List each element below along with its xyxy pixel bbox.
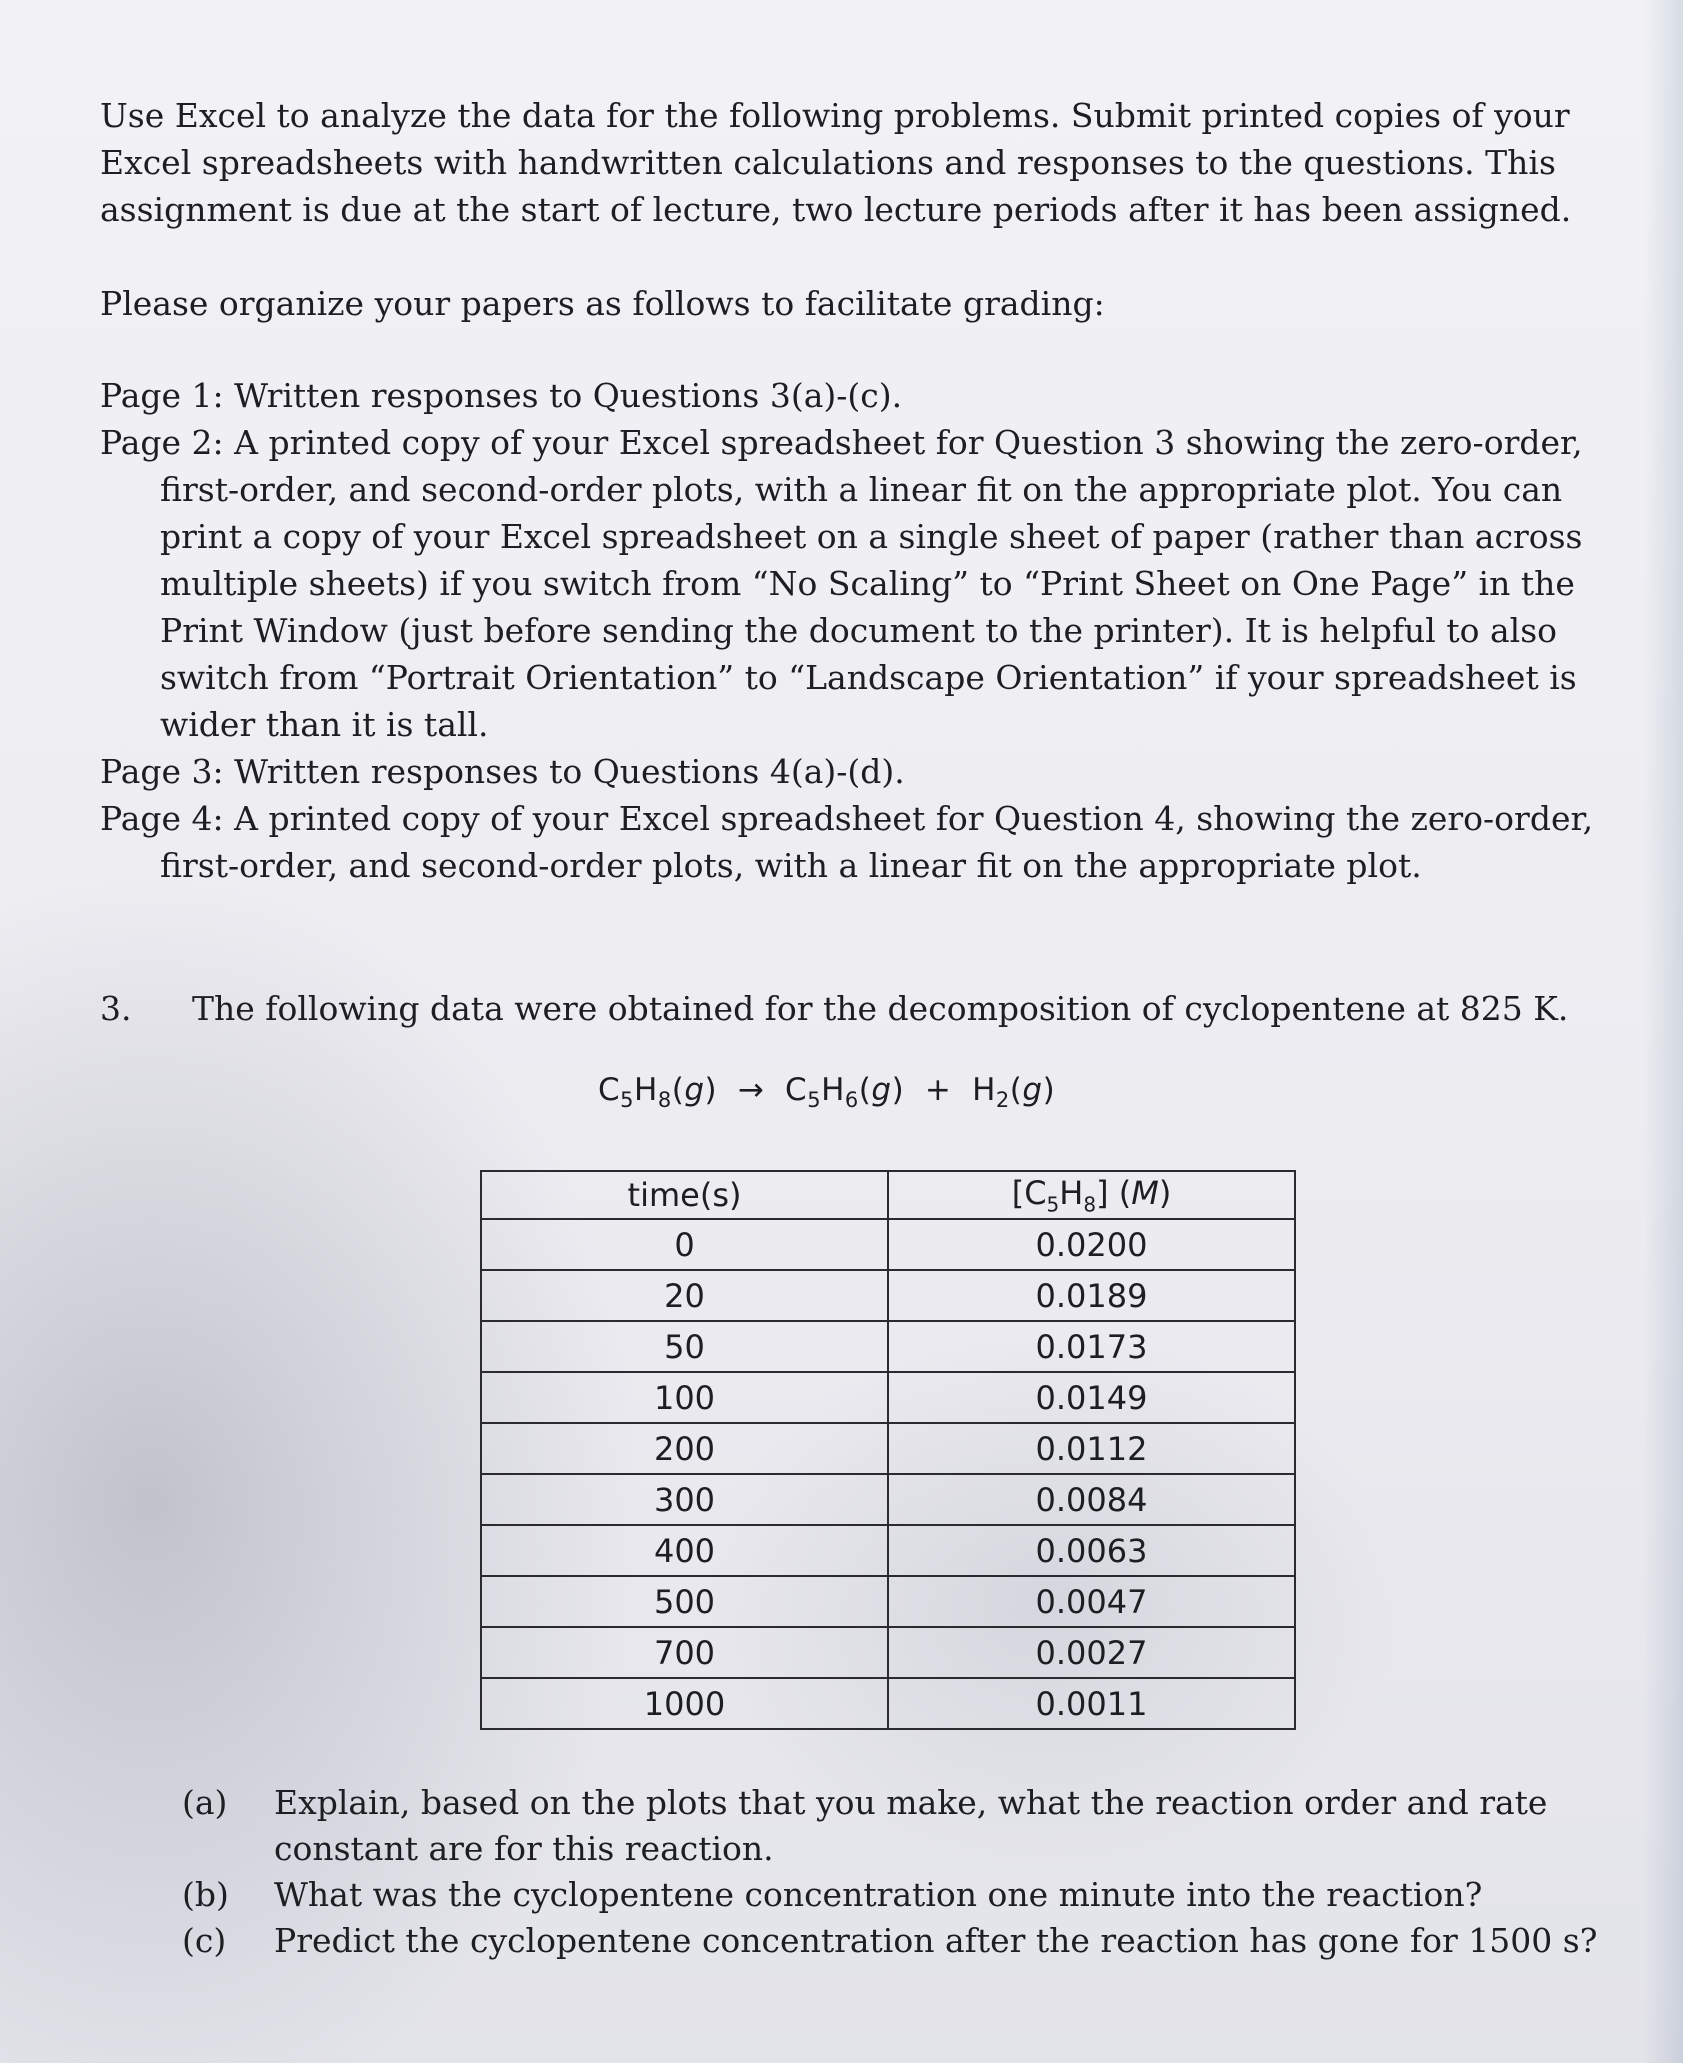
table-row [481,1372,1295,1423]
table-row [481,1219,1295,1270]
page-1-item: Page 1: Written responses to Questions 3(a)-(c). [100,376,903,415]
time-cell: 1000 [481,1678,888,1729]
subquestion-a [182,1780,1602,1872]
product-2-formula: $H_2(g)$ [972,1072,1056,1113]
concentration-cell: 0.0084 [888,1474,1295,1525]
concentration-cell: 0.0011 [888,1678,1295,1729]
intro-paragraph: Use Excel to analyze the data for the following problems. Submit printed copies of your Excel spreadsheets with handwritten calculations and responses to the questions. This assignment is due at the start of lecture, two lecture periods after it has been assigned. [100,96,1572,229]
concentration-cell: 0.0112 [888,1423,1295,1474]
subquestion-letter: (a) [182,1783,228,1822]
organize-instruction: Please organize your papers as follows to facilitate grading: [100,284,1105,323]
question-3-prompt [100,985,1600,1032]
subquestion-b [182,1872,1602,1918]
concentration-cell: 0.0063 [888,1525,1295,1576]
page-3-item: Page 3: Written responses to Questions 4(a)-(d). [100,752,905,791]
table-header-row [481,1171,1295,1219]
subquestion-text: What was the cyclopentene concentration one minute into the reaction? [274,1875,1483,1914]
table-row [481,1627,1295,1678]
question-3-subquestions [182,1780,1602,1964]
time-cell: 400 [481,1525,888,1576]
time-cell: 500 [481,1576,888,1627]
question-number: 3. [100,989,132,1028]
product-1-formula: $C_5H_6(g)$ [785,1072,905,1113]
subquestion-letter: (c) [182,1921,227,1960]
table-row [481,1525,1295,1576]
table-row [481,1474,1295,1525]
subquestion-text: Explain, based on the plots that you make, what the reaction order and rate constant are for this reaction. [274,1783,1548,1868]
concentration-cell: 0.0149 [888,1372,1295,1423]
time-cell: 20 [481,1270,888,1321]
subquestion-c [182,1918,1602,1964]
page-2-item: Page 2: A printed copy of your Excel spreadsheet for Question 3 showing the zero-order, first-order, and second-order plots, with a linear fit on the appropriate plot. You can print a copy of your Excel spreadsheet on a single sheet of paper (rather than across multiple sheets) if you switch from “No Scaling” to “Print Sheet on One Page” in the Print Window (just before sending the document to the printer). It is helpful to also switch from “Portrait Orientation” to “Landscape Orientation” if your spreadsheet is wider than it is tall. [100,423,1583,744]
page-4-item: Page 4: A printed copy of your Excel spreadsheet for Question 4, showing the zero-order, first-order, and second-order plots, with a linear fit on the appropriate plot. [100,799,1594,885]
table-row [481,1576,1295,1627]
time-cell: 50 [481,1321,888,1372]
reaction-equation [598,1072,1055,1112]
time-cell: 200 [481,1423,888,1474]
reactant-formula: $C_5H_8(g)$ [598,1072,718,1113]
subquestion-letter: (b) [182,1875,229,1914]
page-edge-shadow [1643,0,1683,2063]
plus-sign: + [924,1072,952,1108]
reaction-arrow: → [737,1072,765,1108]
table-row [481,1423,1295,1474]
table-row [481,1270,1295,1321]
question-3-text: The following data were obtained for the decomposition of cyclopentene at 825 K. [192,989,1569,1028]
time-cell: 0 [481,1219,888,1270]
concentration-cell: 0.0200 [888,1219,1295,1270]
concentration-cell: 0.0047 [888,1576,1295,1627]
concentration-cell: 0.0027 [888,1627,1295,1678]
table-row [481,1678,1295,1729]
time-cell: 300 [481,1474,888,1525]
concentration-cell: 0.0189 [888,1270,1295,1321]
page-organization-list [100,372,1600,889]
time-cell: 700 [481,1627,888,1678]
subquestion-text: Predict the cyclopentene concentration after the reaction has gone for 1500 s? [274,1921,1598,1960]
time-column-header: time(s) [481,1171,888,1219]
table-row [481,1321,1295,1372]
concentration-column-header: $[C_5H_8]$ (M) [888,1171,1295,1219]
time-cell: 100 [481,1372,888,1423]
concentration-data-table [480,1170,1296,1730]
concentration-cell: 0.0173 [888,1321,1295,1372]
